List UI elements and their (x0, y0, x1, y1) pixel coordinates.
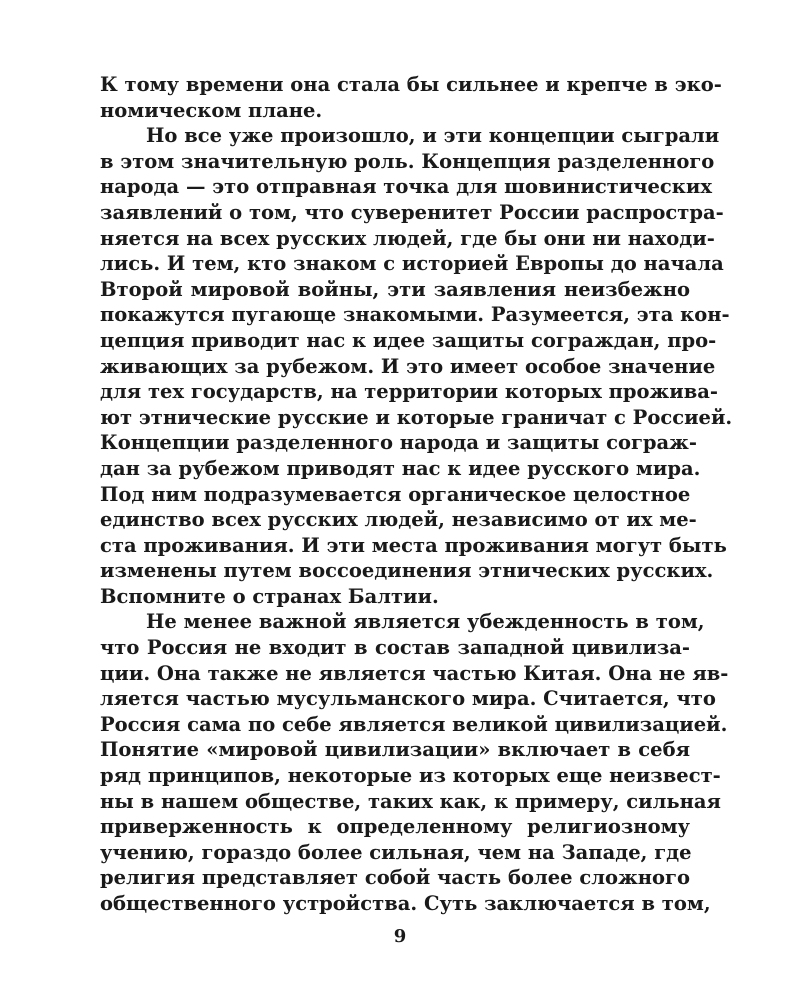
text-line: ют этнические русские и которые граничат с Россией. (100, 405, 733, 429)
text-line: учению, гораздо более сильная, чем на Западе, где (100, 840, 692, 864)
text-line: лись. И тем, кто знаком с историей Европы до начала (100, 252, 724, 276)
text-line: общественного устройства. Суть заключается в том, (100, 892, 711, 915)
text-line: Понятие «мировой цивилизации» включает в себя (100, 738, 690, 762)
text-line: няется на всех русских людей, где бы они ни находи- (100, 226, 715, 250)
text-line: заявлений о том, что суверенитет России распростра- (100, 200, 724, 224)
page-text-block (100, 72, 733, 917)
text-line: ляется частью мусульманского мира. Считается, что (100, 687, 716, 711)
text-line: религия представляет собой часть более сложного (100, 866, 690, 890)
text-line: ции. Она также не является частью Китая. Она не яв- (100, 661, 729, 685)
text-line: для тех государств, на территории которых прожива- (100, 380, 718, 404)
text-line: ны в нашем обществе, таких как, к примеру, сильная (100, 789, 721, 813)
text-line: Россия сама по себе является великой цивилизацией. (100, 712, 728, 736)
text-line: что Россия не входит в состав западной цивилиза- (100, 636, 690, 660)
text-line: приверженность к определенному религиозному (100, 815, 690, 839)
text-line: Не менее важной является убежденность в том, (146, 610, 705, 634)
text-line: покажутся пугающе знакомыми. Разумеется, эта кон- (100, 303, 730, 327)
text-line: народа — это отправная точка для шовинистических (100, 175, 712, 199)
text-line: К тому времени она стала бы сильнее и крепче в эко- (100, 73, 722, 96)
text-line: Вспомните о странах Балтии. (100, 584, 439, 608)
text-line: Второй мировой войны, эти заявления неизбежно (100, 277, 690, 301)
page-number: 9 (393, 926, 407, 947)
text-line: Но все уже произошло, и эти концепции сыграли (146, 124, 720, 148)
text-line: единство всех русских людей, независимо от их ме- (100, 508, 697, 532)
text-line: живающих за рубежом. И это имеет особое значение (100, 354, 716, 378)
text-line: ряд принципов, некоторые из которых еще неизвест- (100, 764, 721, 788)
text-line: Концепции разделенного народа и защиты сограж- (100, 431, 697, 455)
text-line: Под ним подразумевается органическое целостное (100, 482, 691, 506)
text-line: цепция приводит нас к идее защиты сограждан, про- (100, 328, 717, 352)
text-line: в этом значительную роль. Концепция разделенного (100, 149, 715, 173)
text-line: дан за рубежом приводят нас к идее русского мира. (100, 456, 701, 480)
text-line: изменены путем воссоединения этнических русских. (100, 559, 714, 583)
text-line: ста проживания. И эти места проживания могут быть (100, 533, 727, 557)
text-line: номическом плане. (100, 98, 323, 122)
